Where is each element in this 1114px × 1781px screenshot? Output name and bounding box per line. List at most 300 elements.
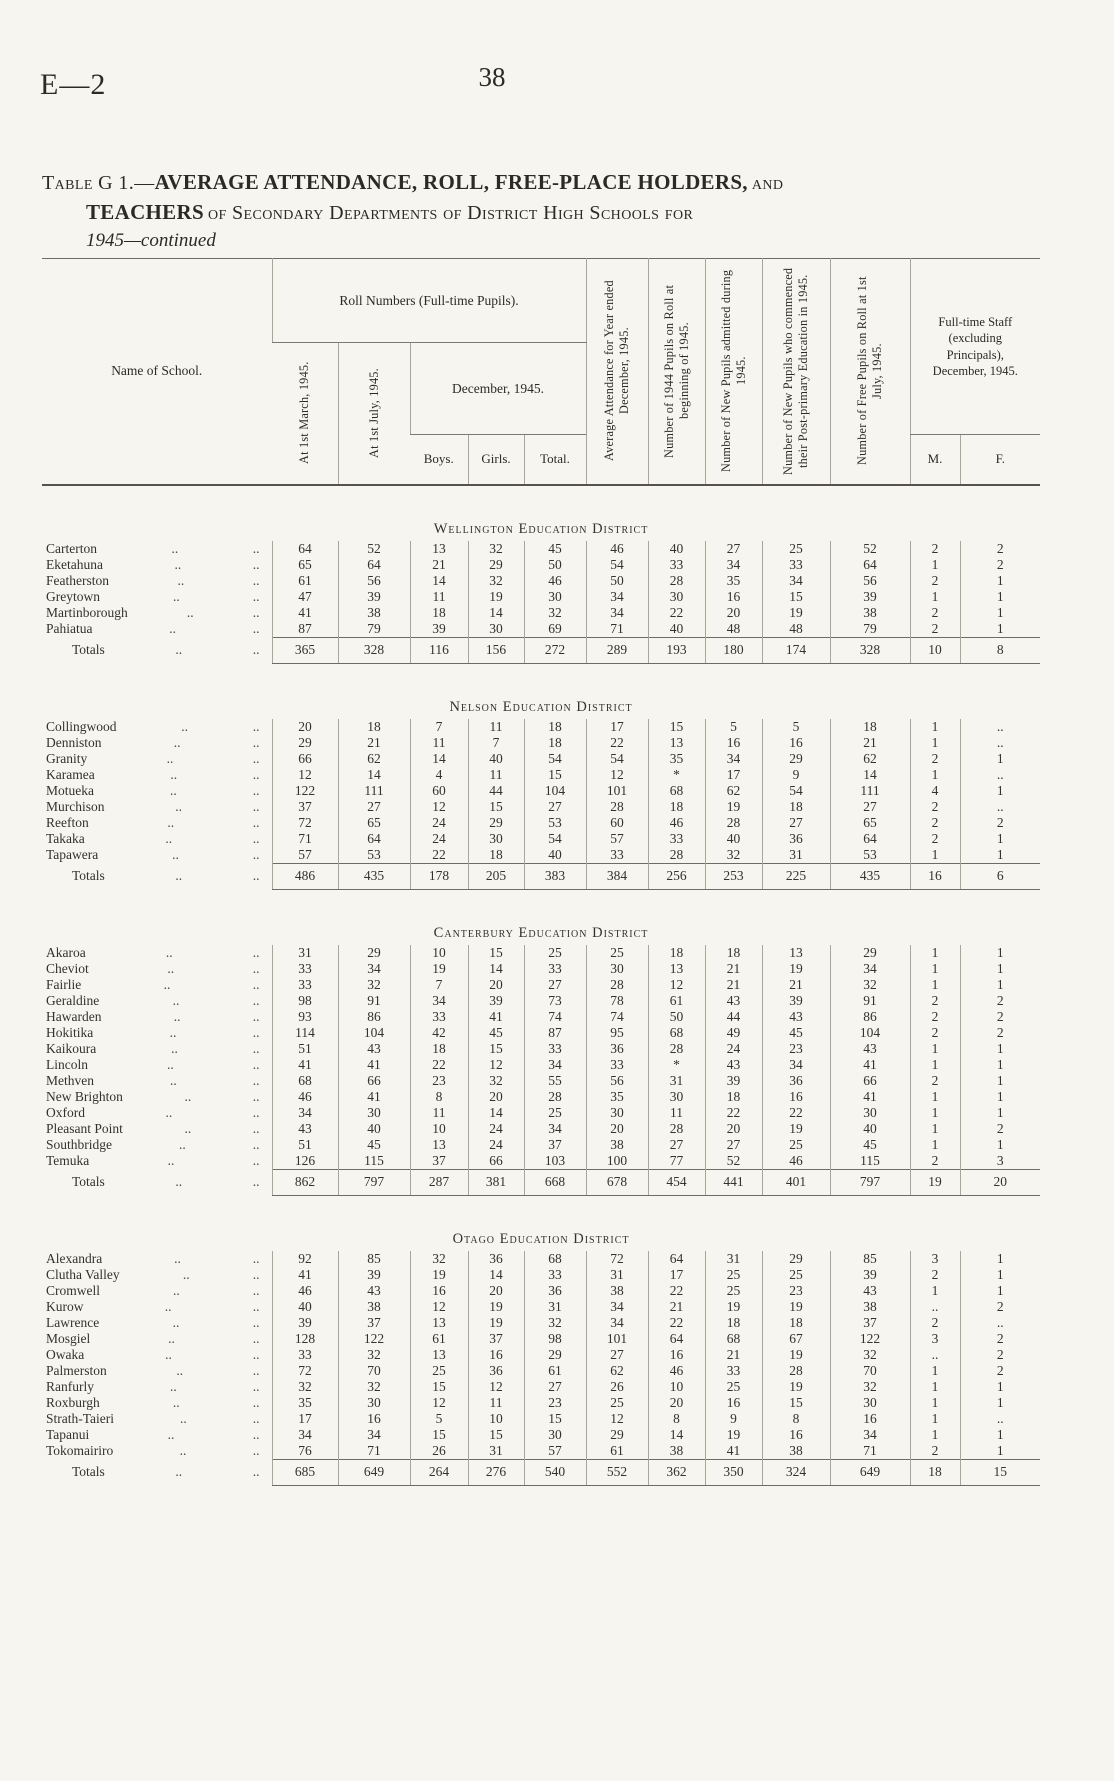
value-cell: 40 <box>648 541 705 557</box>
totals-value-cell: 15 <box>960 1459 1040 1485</box>
leader-dots: .. <box>252 1056 260 1072</box>
value-cell: 33 <box>586 847 648 864</box>
totals-label-cell <box>42 1459 272 1485</box>
value-cell: 46 <box>762 1153 830 1170</box>
value-cell: 18 <box>705 1315 762 1331</box>
value-cell: 2 <box>960 1009 1040 1025</box>
value-cell: 52 <box>338 541 410 557</box>
leader-dots: .. <box>252 814 260 830</box>
value-cell: 33 <box>524 961 586 977</box>
leader-dots: .. <box>175 868 183 883</box>
school-name: Lawrence <box>46 1314 100 1330</box>
district-totals-row <box>42 1459 1040 1485</box>
value-cell: 2 <box>960 1025 1040 1041</box>
leader-dots: .. <box>252 1136 260 1152</box>
value-cell: 14 <box>468 1105 524 1121</box>
value-cell: 46 <box>272 1283 338 1299</box>
value-cell: 38 <box>830 605 910 621</box>
school-row <box>42 1121 1040 1137</box>
at-1st-july-label: At 1st July, 1945. <box>366 368 381 459</box>
value-cell: 40 <box>705 831 762 847</box>
school-name-cell <box>42 945 272 961</box>
school-row <box>42 1105 1040 1121</box>
value-cell: 35 <box>586 1089 648 1105</box>
value-cell: 46 <box>648 1363 705 1379</box>
value-cell: 7 <box>468 735 524 751</box>
leader-dots: .. <box>252 1104 260 1120</box>
value-cell: 19 <box>705 1299 762 1315</box>
value-cell: 8 <box>410 1089 468 1105</box>
value-cell: 1 <box>960 1057 1040 1073</box>
value-cell: 54 <box>586 557 648 573</box>
value-cell: 1 <box>910 1427 960 1443</box>
page-number: 38 <box>478 62 506 92</box>
value-cell: 10 <box>410 945 468 961</box>
school-name: Pahiatua <box>46 620 93 636</box>
school-name: Tapanui <box>46 1426 90 1442</box>
value-cell: 95 <box>586 1025 648 1041</box>
leader-dots: .. <box>184 1088 192 1104</box>
value-cell: 1 <box>960 1089 1040 1105</box>
title-main: AVERAGE ATTENDANCE, ROLL, FREE-PLACE HOLDERS, <box>154 170 748 194</box>
value-cell: 2 <box>910 573 960 589</box>
leader-dots: .. <box>180 1410 187 1426</box>
value-cell: 104 <box>524 783 586 799</box>
school-name: Carterton <box>46 540 97 556</box>
value-cell: 32 <box>468 541 524 557</box>
district-heading: Wellington Education District <box>433 520 649 537</box>
value-cell: 21 <box>705 1347 762 1363</box>
totals-label: Totals <box>72 1174 105 1189</box>
school-row <box>42 1347 1040 1363</box>
district-section <box>42 889 1040 1195</box>
school-name: Geraldine <box>46 992 100 1008</box>
school-name-cell <box>42 1283 272 1299</box>
value-cell: 10 <box>410 1121 468 1137</box>
value-cell: 57 <box>524 1443 586 1460</box>
district-section <box>42 663 1040 889</box>
value-cell: 27 <box>830 799 910 815</box>
value-cell: 25 <box>705 1379 762 1395</box>
value-cell: 25 <box>586 1395 648 1411</box>
value-cell: 43 <box>705 993 762 1009</box>
value-cell: 12 <box>410 1299 468 1315</box>
leader-dots: .. <box>252 1330 260 1346</box>
leader-dots: .. <box>252 750 260 766</box>
value-cell: 34 <box>338 961 410 977</box>
value-cell: 62 <box>705 783 762 799</box>
totals-value-cell: 276 <box>468 1459 524 1485</box>
value-cell: 1 <box>960 573 1040 589</box>
value-cell: 19 <box>468 1315 524 1331</box>
value-cell: 46 <box>586 541 648 557</box>
value-cell: 18 <box>705 1089 762 1105</box>
value-cell: 98 <box>272 993 338 1009</box>
value-cell: 101 <box>586 1331 648 1347</box>
value-cell: 1 <box>910 1137 960 1153</box>
value-cell: 22 <box>648 1283 705 1299</box>
section-gap <box>42 663 1040 690</box>
value-cell: 41 <box>830 1089 910 1105</box>
leader-dots: .. <box>179 1442 187 1458</box>
leader-dots: .. <box>252 846 260 862</box>
school-name: Featherston <box>46 572 109 588</box>
value-cell: 18 <box>762 799 830 815</box>
leader-dots: .. <box>252 1282 260 1298</box>
leader-dots: .. <box>252 1266 260 1282</box>
value-cell: 31 <box>705 1251 762 1267</box>
value-cell: 17 <box>705 767 762 783</box>
value-cell: 27 <box>648 1137 705 1153</box>
school-name: Kaikoura <box>46 1040 97 1056</box>
value-cell: 22 <box>410 847 468 864</box>
value-cell: 60 <box>410 783 468 799</box>
value-cell: 56 <box>338 573 410 589</box>
value-cell: 21 <box>705 977 762 993</box>
value-cell: 2 <box>910 1267 960 1283</box>
value-cell: 2 <box>960 541 1040 557</box>
value-cell: 61 <box>410 1331 468 1347</box>
school-name: Ranfurly <box>46 1378 94 1394</box>
value-cell: 38 <box>762 1443 830 1460</box>
value-cell: 28 <box>586 977 648 993</box>
value-cell: 49 <box>705 1025 762 1041</box>
value-cell: 76 <box>272 1443 338 1460</box>
totals-value-cell: 435 <box>338 863 410 889</box>
leader-dots: .. <box>173 1008 181 1024</box>
value-cell: 20 <box>705 605 762 621</box>
school-row <box>42 1267 1040 1283</box>
leader-dots: .. <box>252 766 260 782</box>
value-cell: 50 <box>524 557 586 573</box>
value-cell: 51 <box>272 1137 338 1153</box>
value-cell: 1 <box>960 961 1040 977</box>
value-cell: 68 <box>524 1251 586 1267</box>
value-cell: 64 <box>648 1331 705 1347</box>
totals-value-cell: 797 <box>830 1169 910 1195</box>
value-cell: 30 <box>338 1395 410 1411</box>
value-cell: 66 <box>830 1073 910 1089</box>
school-name-cell <box>42 767 272 783</box>
value-cell: 13 <box>410 1315 468 1331</box>
value-cell: 44 <box>468 783 524 799</box>
value-cell: 34 <box>830 1427 910 1443</box>
value-cell: 15 <box>524 1411 586 1427</box>
school-name-cell <box>42 1267 272 1283</box>
value-cell: 1 <box>910 1089 960 1105</box>
school-name: Palmerston <box>46 1362 107 1378</box>
col-group-roll-numbers: Roll Numbers (Full-time Pupils). <box>272 259 586 343</box>
value-cell: 73 <box>524 993 586 1009</box>
value-cell: 1 <box>960 1137 1040 1153</box>
col-group-fulltime-staff: Full-time Staff (excluding Principals), December, 1945. <box>910 259 1040 435</box>
school-name-cell <box>42 783 272 799</box>
school-row <box>42 751 1040 767</box>
value-cell: 39 <box>705 1073 762 1089</box>
school-name: Collingwood <box>46 718 117 734</box>
value-cell: 1 <box>910 1363 960 1379</box>
value-cell: 61 <box>586 1443 648 1460</box>
value-cell: 48 <box>705 621 762 638</box>
title-teachers: TEACHERS <box>86 199 204 224</box>
school-name-cell <box>42 1089 272 1105</box>
value-cell: 30 <box>586 961 648 977</box>
value-cell: 28 <box>648 573 705 589</box>
school-row <box>42 719 1040 735</box>
value-cell: 45 <box>468 1025 524 1041</box>
school-name: Pleasant Point <box>46 1120 123 1136</box>
leader-dots: .. <box>252 1088 260 1104</box>
value-cell: 111 <box>338 783 410 799</box>
value-cell: 1 <box>910 847 960 864</box>
value-cell: 33 <box>648 831 705 847</box>
new-pupils-label: Number of New Pupils admitted during 1945. <box>718 270 748 473</box>
value-cell: 2 <box>910 815 960 831</box>
school-name: Kurow <box>46 1298 84 1314</box>
value-cell: 31 <box>648 1073 705 1089</box>
leader-dots: .. <box>174 1250 181 1266</box>
value-cell: 91 <box>338 993 410 1009</box>
value-cell: 15 <box>410 1379 468 1395</box>
value-cell: 1 <box>960 783 1040 799</box>
value-cell: 43 <box>338 1283 410 1299</box>
leader-dots: .. <box>165 830 173 846</box>
value-cell: 39 <box>272 1315 338 1331</box>
school-name: Owaka <box>46 1346 85 1362</box>
value-cell: 34 <box>705 751 762 767</box>
leader-dots: .. <box>252 1152 260 1168</box>
value-cell: 10 <box>648 1379 705 1395</box>
totals-value-cell: 116 <box>410 637 468 663</box>
school-row <box>42 1299 1040 1315</box>
school-name: Akaroa <box>46 944 86 960</box>
value-cell: 29 <box>586 1427 648 1443</box>
value-cell: 33 <box>762 557 830 573</box>
leader-dots: .. <box>170 1378 177 1394</box>
value-cell: 36 <box>468 1251 524 1267</box>
value-cell: 77 <box>648 1153 705 1170</box>
value-cell: * <box>648 767 705 783</box>
totals-value-cell: 668 <box>524 1169 586 1195</box>
school-row <box>42 1363 1040 1379</box>
value-cell: 34 <box>705 557 762 573</box>
value-cell: 15 <box>468 1427 524 1443</box>
leader-dots: .. <box>165 1346 172 1362</box>
value-cell: 22 <box>410 1057 468 1073</box>
value-cell: 8 <box>762 1411 830 1427</box>
value-cell: 33 <box>705 1363 762 1379</box>
totals-value-cell: 19 <box>910 1169 960 1195</box>
value-cell: 64 <box>272 541 338 557</box>
school-name-cell <box>42 1251 272 1267</box>
leader-dots: .. <box>252 782 260 798</box>
value-cell: .. <box>910 1299 960 1315</box>
value-cell: 34 <box>338 1427 410 1443</box>
value-cell: 38 <box>338 1299 410 1315</box>
value-cell: 1 <box>960 1427 1040 1443</box>
school-name-cell <box>42 557 272 573</box>
leader-dots: .. <box>174 556 182 572</box>
value-cell: 43 <box>272 1121 338 1137</box>
district-heading: Canterbury Education District <box>433 924 649 941</box>
value-cell: 2 <box>960 993 1040 1009</box>
value-cell: 114 <box>272 1025 338 1041</box>
totals-value-cell: 540 <box>524 1459 586 1485</box>
free-pupils-label: Number of Free Pupils on Roll at 1st July, 1945. <box>855 276 885 466</box>
totals-label-cell <box>42 863 272 889</box>
value-cell: 2 <box>910 831 960 847</box>
value-cell: 13 <box>410 1347 468 1363</box>
value-cell: .. <box>960 719 1040 735</box>
value-cell: 24 <box>410 815 468 831</box>
value-cell: 25 <box>524 945 586 961</box>
value-cell: 30 <box>524 589 586 605</box>
value-cell: 15 <box>648 719 705 735</box>
value-cell: .. <box>960 767 1040 783</box>
totals-label: Totals <box>72 868 105 883</box>
value-cell: 65 <box>830 815 910 831</box>
value-cell: 39 <box>410 621 468 638</box>
value-cell: 68 <box>648 783 705 799</box>
school-row <box>42 621 1040 638</box>
value-cell: 19 <box>762 1347 830 1363</box>
value-cell: 43 <box>830 1283 910 1299</box>
value-cell: 31 <box>272 945 338 961</box>
school-row <box>42 1073 1040 1089</box>
value-cell: 20 <box>468 1089 524 1105</box>
value-cell: 14 <box>468 1267 524 1283</box>
value-cell: 40 <box>830 1121 910 1137</box>
value-cell: 3 <box>910 1331 960 1347</box>
totals-value-cell: 289 <box>586 637 648 663</box>
school-name-cell <box>42 1137 272 1153</box>
value-cell: 1 <box>910 735 960 751</box>
school-name: Motueka <box>46 782 94 798</box>
school-name: Greytown <box>46 588 100 604</box>
value-cell: 33 <box>410 1009 468 1025</box>
school-name-cell <box>42 1395 272 1411</box>
section-gap-cell <box>42 1195 1040 1222</box>
value-cell: 45 <box>830 1137 910 1153</box>
value-cell: 15 <box>468 799 524 815</box>
value-cell: 1 <box>960 605 1040 621</box>
value-cell: 54 <box>586 751 648 767</box>
school-name: Cheviot <box>46 960 89 976</box>
value-cell: 62 <box>338 751 410 767</box>
totals-value-cell: 350 <box>705 1459 762 1485</box>
school-name: Fairlie <box>46 976 82 992</box>
value-cell: 17 <box>272 1411 338 1427</box>
col-header-female-staff: F. <box>960 435 1040 485</box>
value-cell: 61 <box>648 993 705 1009</box>
totals-value-cell: 20 <box>960 1169 1040 1195</box>
table-title <box>42 168 1032 255</box>
value-cell: 33 <box>272 1347 338 1363</box>
value-cell: 1 <box>910 977 960 993</box>
value-cell: 36 <box>762 831 830 847</box>
value-cell: 70 <box>830 1363 910 1379</box>
value-cell: 13 <box>762 945 830 961</box>
totals-value-cell: 324 <box>762 1459 830 1485</box>
section-gap <box>42 485 1040 512</box>
value-cell: 39 <box>762 993 830 1009</box>
value-cell: 12 <box>410 799 468 815</box>
value-cell: 11 <box>648 1105 705 1121</box>
value-cell: 66 <box>272 751 338 767</box>
school-row <box>42 767 1040 783</box>
value-cell: 3 <box>960 1153 1040 1170</box>
value-cell: 14 <box>830 767 910 783</box>
value-cell: 54 <box>762 783 830 799</box>
value-cell: 41 <box>468 1009 524 1025</box>
value-cell: 16 <box>762 735 830 751</box>
value-cell: 20 <box>586 1121 648 1137</box>
value-cell: 71 <box>830 1443 910 1460</box>
value-cell: 104 <box>830 1025 910 1041</box>
value-cell: 13 <box>410 1137 468 1153</box>
value-cell: 20 <box>468 1283 524 1299</box>
value-cell: 18 <box>468 847 524 864</box>
value-cell: 32 <box>272 1379 338 1395</box>
leader-dots: .. <box>252 1072 260 1088</box>
totals-value-cell: 272 <box>524 637 586 663</box>
value-cell: 1 <box>960 1105 1040 1121</box>
value-cell: 23 <box>524 1395 586 1411</box>
school-row <box>42 1009 1040 1025</box>
value-cell: 14 <box>338 767 410 783</box>
value-cell: 50 <box>586 573 648 589</box>
school-row <box>42 605 1040 621</box>
value-cell: 14 <box>410 751 468 767</box>
value-cell: 27 <box>524 799 586 815</box>
value-cell: 20 <box>272 719 338 735</box>
value-cell: 21 <box>410 557 468 573</box>
value-cell: 2 <box>960 1363 1040 1379</box>
school-name-cell <box>42 573 272 589</box>
school-row <box>42 977 1040 993</box>
leader-dots: .. <box>252 1426 260 1442</box>
leader-dots: .. <box>163 976 171 992</box>
school-name-cell <box>42 1041 272 1057</box>
value-cell: 24 <box>468 1137 524 1153</box>
district-heading-row <box>42 512 1040 541</box>
value-cell: 12 <box>586 767 648 783</box>
table-header <box>42 259 1040 485</box>
title-line-1 <box>42 168 1032 198</box>
value-cell: 2 <box>960 1121 1040 1137</box>
value-cell: 64 <box>830 831 910 847</box>
school-name-cell <box>42 1153 272 1170</box>
value-cell: 37 <box>524 1137 586 1153</box>
district-heading-row <box>42 916 1040 945</box>
school-row <box>42 1379 1040 1395</box>
district-section <box>42 1195 1040 1485</box>
value-cell: 87 <box>524 1025 586 1041</box>
value-cell: 30 <box>830 1395 910 1411</box>
value-cell: 33 <box>586 1057 648 1073</box>
title-line-2 <box>42 198 1032 228</box>
value-cell: 2 <box>910 1073 960 1089</box>
value-cell: 25 <box>762 1267 830 1283</box>
value-cell: 22 <box>648 1315 705 1331</box>
value-cell: 101 <box>586 783 648 799</box>
value-cell: 79 <box>338 621 410 638</box>
totals-value-cell: 362 <box>648 1459 705 1485</box>
value-cell: 33 <box>648 557 705 573</box>
leader-dots: .. <box>165 1104 173 1120</box>
value-cell: 34 <box>762 573 830 589</box>
leader-dots: .. <box>252 868 260 883</box>
